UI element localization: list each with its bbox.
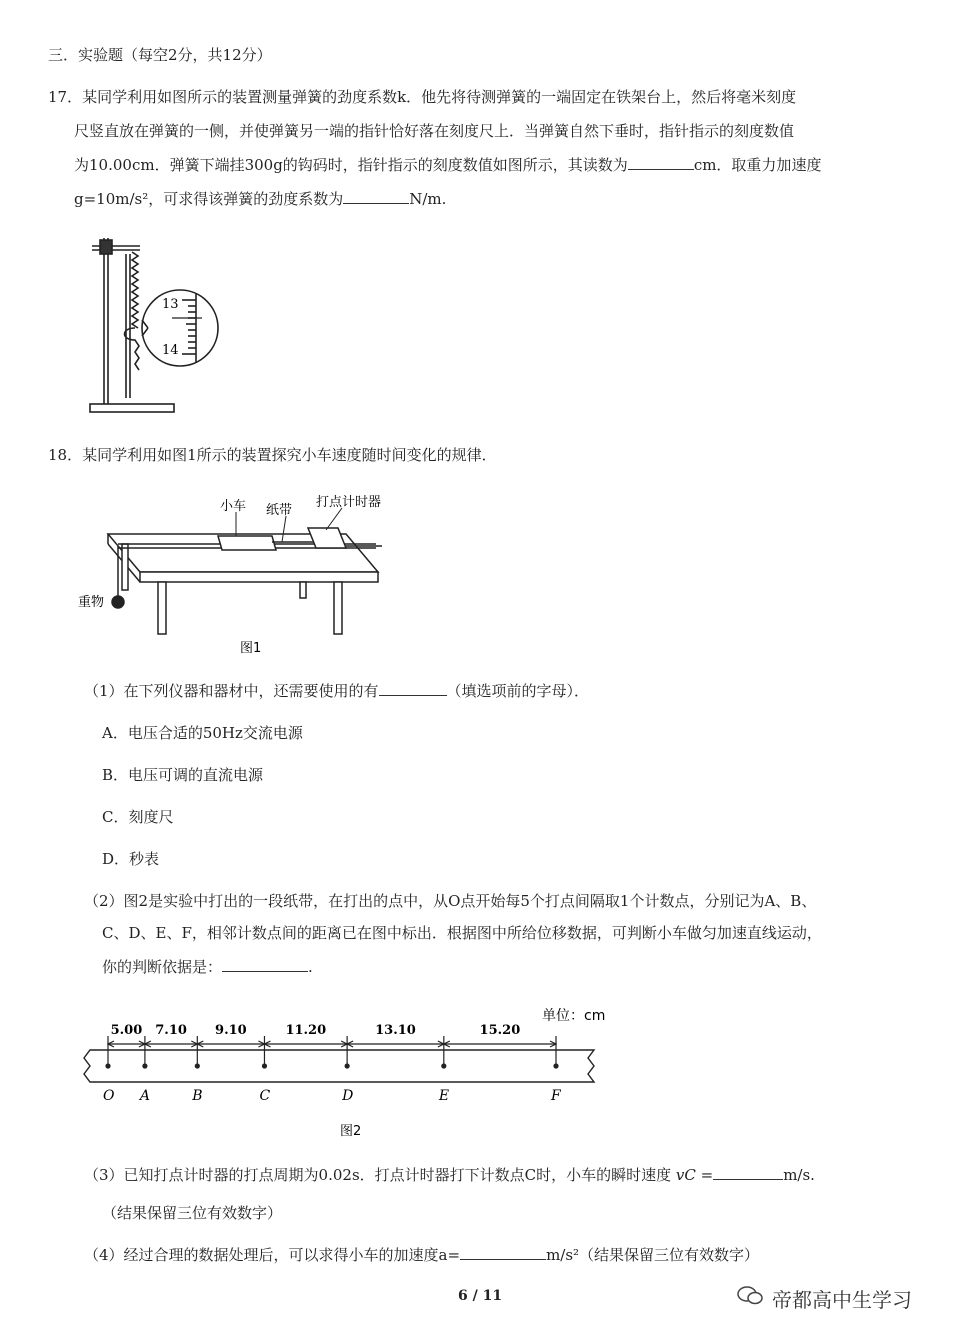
option-c: C．刻度尺 — [102, 808, 174, 826]
q18-part3-blank[interactable] — [713, 1165, 783, 1180]
label-car: 小车 — [220, 499, 247, 514]
q17-k-blank[interactable] — [343, 189, 409, 204]
q17-line3 — [74, 154, 821, 175]
tape-dot-E — [441, 1063, 446, 1068]
q18-part2-line3 — [102, 956, 313, 977]
q18-part4-tail: m/s²（结果保留三位有效数字） — [546, 1246, 760, 1264]
point-label-D: D — [342, 1088, 354, 1104]
q18-part3-line2: （结果保留三位有效数字） — [102, 1204, 283, 1222]
q18-part3-v: vC = — [675, 1166, 714, 1184]
point-label-O: O — [103, 1088, 115, 1104]
distance-label-3: 11.20 — [285, 1023, 327, 1038]
option-a: A．电压合适的50Hz交流电源 — [102, 724, 303, 742]
q18-part3-text: （3）已知打点计时器的打点周期为0.02s．打点计时器打下计数点C时，小车的瞬时速度 — [84, 1166, 672, 1184]
point-label-F: F — [551, 1088, 561, 1104]
tape-dot-B — [195, 1063, 200, 1068]
q18-part1-blank[interactable] — [379, 681, 447, 696]
scale-label-13: 13 — [162, 297, 179, 312]
q18-part1-text: （1）在下列仪器和器材中，还需要使用的有 — [84, 682, 379, 700]
page-number: 6 / 11 — [458, 1288, 503, 1304]
q18-part2-line2: C、D、E、F，相邻计数点间的距离已在图中标出．根据图中所给位移数据，可判断小车做匀加速直线运动， — [102, 924, 822, 942]
option-d: D．秒表 — [102, 850, 160, 868]
q18-part1-tail: （填选项前的字母）． — [446, 682, 590, 700]
distance-label-4: 13.10 — [375, 1023, 416, 1038]
tape-dot-A — [142, 1063, 147, 1068]
point-label-C: C — [259, 1088, 271, 1104]
q17-line4-text: g=10m/s²，可求得该弹簧的劲度系数为 — [74, 190, 344, 208]
distance-label-0: 5.00 — [110, 1023, 143, 1038]
paper-tape-figure — [80, 1000, 620, 1142]
tape-dot-F — [553, 1063, 558, 1068]
point-label-A: A — [139, 1088, 151, 1104]
q17-line4-tail: N/m. — [409, 190, 447, 208]
q18-part4 — [84, 1244, 759, 1265]
q18-part3-line1 — [84, 1164, 815, 1185]
unit-label: 单位：cm — [542, 1008, 606, 1024]
fig2-caption: 图2 — [340, 1124, 362, 1139]
q18-intro: 18．某同学利用如图1所示的装置探究小车速度随时间变化的规律． — [48, 446, 497, 464]
q17-line1: 17．某同学利用如图所示的装置测量弹簧的劲度系数k．他先将待测弹簧的一端固定在铁架台上，然后将毫米刻度 — [48, 88, 797, 106]
point-label-B: B — [192, 1088, 203, 1104]
q18-part3-unit: m/s. — [783, 1166, 815, 1184]
q18-part2-blank[interactable] — [222, 957, 308, 972]
section-header: 三．实验题（每空2分，共12分） — [48, 46, 272, 64]
point-label-E: E — [438, 1088, 450, 1104]
q17-reading-blank[interactable] — [628, 155, 694, 170]
fig1-caption: 图1 — [240, 641, 262, 656]
spring-stand-figure — [82, 228, 222, 423]
cart-setup-figure — [76, 492, 396, 662]
q18-part2-line1: （2）图2是实验中打出的一段纸带，在打出的点中，从O点开始每5个打点间隔取1个计数点，分别记为A、B、 — [84, 892, 817, 910]
option-b: B．电压可调的直流电源 — [102, 766, 264, 784]
q18-part2-line3-text: 你的判断依据是： — [102, 958, 223, 976]
tape-dot-C — [262, 1063, 267, 1068]
distance-label-5: 15.20 — [479, 1023, 521, 1038]
footer-logo: 帝都高中生学习 — [772, 1288, 912, 1312]
wechat-icon — [736, 1284, 764, 1310]
scale-label-14: 14 — [162, 343, 179, 358]
q18-part4-text: （4）经过合理的数据处理后，可以求得小车的加速度a= — [84, 1246, 461, 1264]
q18-part2-line3-tail: . — [308, 958, 313, 976]
label-tape: 纸带 — [266, 503, 293, 518]
q17-line4 — [74, 188, 446, 209]
tape-dot-O — [105, 1063, 110, 1068]
label-timer: 打点计时器 — [316, 495, 382, 510]
q17-line3-text: 为10.00cm．弹簧下端挂300g的钩码时，指针指示的刻度数值如图所示，其读数为 — [74, 156, 628, 174]
q17-line2: 尺竖直放在弹簧的一侧，并使弹簧另一端的指针恰好落在刻度尺上．当弹簧自然下垂时，指针指示的刻度数值 — [74, 122, 795, 140]
q18-part4-blank[interactable] — [460, 1245, 546, 1260]
distance-label-2: 9.10 — [215, 1023, 247, 1038]
label-weight: 重物 — [78, 595, 105, 610]
tape-dot-D — [345, 1063, 350, 1068]
q17-line3-tail: cm．取重力加速度 — [693, 156, 822, 174]
distance-label-1: 7.10 — [155, 1023, 187, 1038]
q18-part1 — [84, 680, 589, 701]
